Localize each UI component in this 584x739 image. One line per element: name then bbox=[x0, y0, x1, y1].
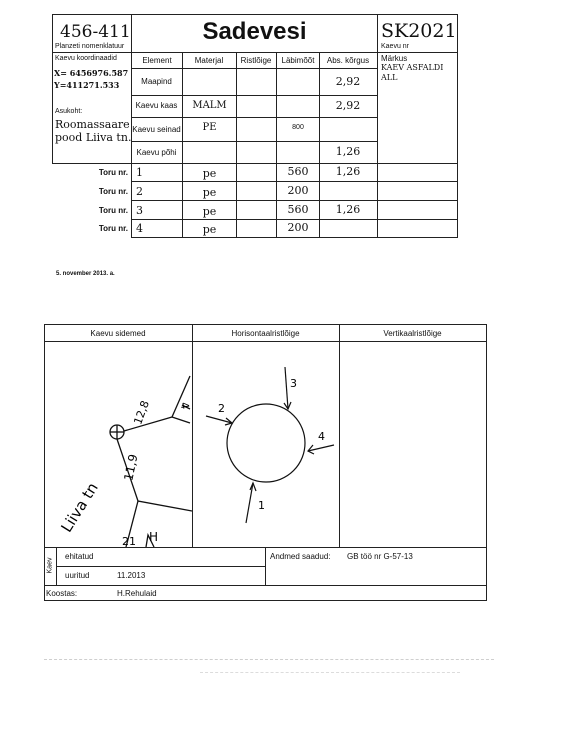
scan-mark bbox=[44, 659, 494, 660]
sketch-mark-21: 21 bbox=[122, 535, 136, 547]
scan-mark bbox=[200, 672, 460, 673]
sketch-dist-left: 11,9 bbox=[121, 452, 141, 482]
pipe-materjal: pe bbox=[202, 223, 217, 236]
pipe-label: Toru nr. bbox=[98, 224, 128, 233]
location-line2: pood Liiva tn. bbox=[55, 131, 132, 144]
row-pohi-korgus: 1,26 bbox=[335, 145, 361, 158]
col-element: Element bbox=[142, 56, 172, 65]
sheet-title: Sadevesi bbox=[202, 18, 307, 45]
horizontal-section-sketch bbox=[192, 341, 339, 547]
pipe-nr: 3 bbox=[136, 204, 143, 217]
date-stamp: 5. november 2013. a. bbox=[56, 271, 115, 277]
well-plan-circle bbox=[227, 404, 305, 482]
sketch-dist-top: 12,8 bbox=[131, 398, 152, 427]
panel-title-vertikaal: Vertikaalristlõige bbox=[383, 329, 442, 338]
pipe-labimoot: 200 bbox=[287, 184, 309, 197]
pipe-materjal: pe bbox=[202, 167, 217, 180]
location-line1: Roomassaare bbox=[55, 118, 130, 131]
coord-y: Y=411271.533 bbox=[54, 80, 120, 90]
andmed-value: GB töö nr G-57-13 bbox=[347, 552, 413, 561]
panel-title-horisontaal: Horisontaalristlõige bbox=[231, 329, 300, 338]
row-kaas-korgus: 2,92 bbox=[335, 99, 361, 112]
col-labimoot: Läbimõõt bbox=[281, 56, 315, 65]
row-seinad-materjal: PE bbox=[202, 122, 217, 133]
pipe-materjal: pe bbox=[202, 205, 217, 218]
col-materjal: Materjal bbox=[194, 56, 224, 65]
row-maapind-korgus: 2,92 bbox=[335, 75, 361, 88]
plan-mark-2: 2 bbox=[218, 402, 225, 415]
uuritud-label: uuritud bbox=[65, 571, 90, 580]
row-seinad-label: Kaevu seinad bbox=[132, 125, 181, 134]
pipe-materjal: pe bbox=[202, 186, 217, 199]
pipe-labimoot: 560 bbox=[287, 165, 309, 178]
coord-x: X= 6456976.587 bbox=[54, 68, 129, 78]
connection-sketch bbox=[44, 341, 192, 547]
koostas-value: H.Rehulaid bbox=[117, 589, 157, 598]
row-pohi-label: Kaevu põhi bbox=[136, 148, 177, 157]
pipe-label: Toru nr. bbox=[98, 187, 128, 196]
pipe-nr: 1 bbox=[136, 166, 143, 179]
pipe-label: Toru nr. bbox=[98, 168, 128, 177]
coords-caption: Kaevu koordinaadid bbox=[55, 55, 117, 62]
kaev-vertical-label: Kaev bbox=[46, 557, 54, 574]
pipe-nr: 2 bbox=[136, 185, 143, 198]
pipe-labimoot: 560 bbox=[287, 203, 309, 216]
pipe-korgus: 1,26 bbox=[335, 165, 361, 178]
map-number: 456-411 bbox=[60, 22, 131, 42]
row-kaas-label: Kaevu kaas bbox=[135, 101, 178, 110]
plan-mark-3: 3 bbox=[290, 377, 297, 390]
ehitatud-label: ehitatud bbox=[65, 552, 94, 561]
sketch-street: Liiva tn bbox=[57, 479, 102, 536]
note-text: KAEV ASFALDI ALL bbox=[381, 63, 444, 82]
plan-mark-4: 4 bbox=[318, 430, 325, 443]
well-number: SK2021 bbox=[381, 20, 457, 42]
plan-mark-1: 1 bbox=[258, 499, 265, 512]
location-caption: Asukoht: bbox=[55, 108, 83, 115]
well-number-caption: Kaevu nr bbox=[381, 43, 410, 50]
col-markus: Märkus bbox=[381, 54, 408, 63]
row-kaas-materjal: MALM bbox=[192, 100, 227, 111]
row-seinad-labimoot: 800 bbox=[292, 124, 304, 131]
col-korgus: Abs. kõrgus bbox=[326, 56, 370, 65]
pipe-labimoot: 200 bbox=[287, 221, 309, 234]
andmed-label: Andmed saadud: bbox=[270, 552, 331, 561]
row-maapind-label: Maapind bbox=[141, 77, 172, 86]
panel-title-sidemed: Kaevu sidemed bbox=[90, 329, 146, 338]
pipe-korgus: 1,26 bbox=[335, 203, 361, 216]
map-number-caption: Planzeti nomenklatuur bbox=[55, 43, 125, 50]
col-ristloige: Ristlõige bbox=[240, 56, 272, 65]
sketch-mark-4: 4 bbox=[177, 401, 192, 411]
pipe-nr: 4 bbox=[136, 222, 143, 235]
sketch-mark-h: H bbox=[149, 530, 159, 544]
koostas-label: Koostas: bbox=[46, 589, 78, 598]
uuritud-value: 11.2013 bbox=[117, 571, 146, 580]
pipe-label: Toru nr. bbox=[98, 206, 128, 215]
